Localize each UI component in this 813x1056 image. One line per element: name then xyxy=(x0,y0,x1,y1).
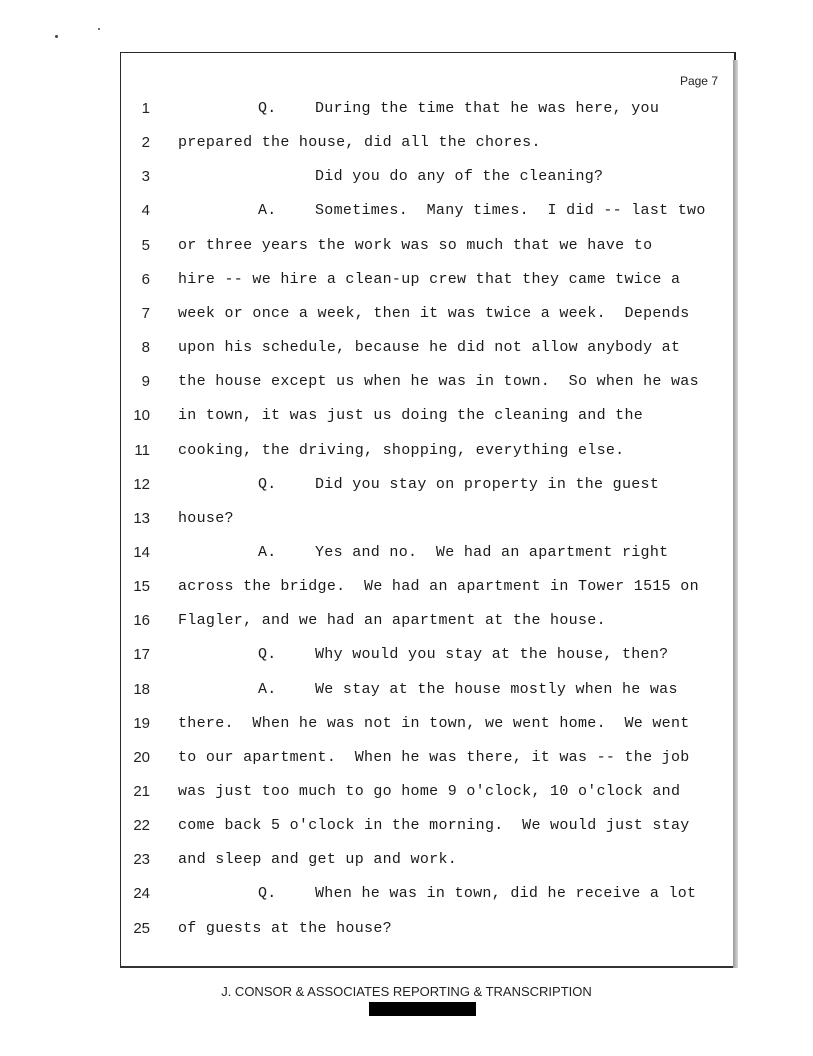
transcript-line xyxy=(0,848,813,872)
line-text: across the bridge. We had an apartment in Tower 1515 on xyxy=(178,578,699,596)
transcript-line xyxy=(0,473,813,497)
footer-firm-name: J. CONSOR & ASSOCIATES REPORTING & TRANSCRIPTION xyxy=(221,984,592,999)
line-number: 4 xyxy=(141,202,150,220)
transcript-line xyxy=(0,917,813,941)
line-text xyxy=(258,678,678,702)
speaker-label: Q. xyxy=(258,885,277,903)
line-number: 15 xyxy=(133,578,150,596)
line-text: or three years the work was so much that we have to xyxy=(178,236,653,254)
line-text xyxy=(258,473,659,497)
scan-speck xyxy=(98,28,100,30)
line-number: 2 xyxy=(141,134,150,152)
transcript-line xyxy=(0,302,813,326)
line-number: 1 xyxy=(141,100,150,117)
speaker-label: Q. xyxy=(258,475,277,493)
line-text: week or once a week, then it was twice a week. Depends xyxy=(178,304,690,322)
transcript-line xyxy=(0,439,813,463)
line-number: 9 xyxy=(141,373,150,391)
line-number: 24 xyxy=(133,885,150,903)
transcript-line xyxy=(0,780,813,804)
line-number: 20 xyxy=(133,748,150,766)
line-number: 19 xyxy=(133,714,150,732)
line-number: 5 xyxy=(141,236,150,254)
transcript-line xyxy=(0,234,813,258)
line-text: was just too much to go home 9 o'clock, 10 o'clock and xyxy=(178,783,681,800)
line-text: and sleep and get up and work. xyxy=(178,851,458,869)
scan-speck xyxy=(55,35,58,38)
transcript-line xyxy=(0,575,813,599)
line-text: the house except us when he was in town. So when he was xyxy=(178,373,699,391)
transcript-line xyxy=(0,268,813,292)
line-number: 21 xyxy=(133,783,150,800)
line-text: house? xyxy=(178,509,234,527)
line-text: in town, it was just us doing the cleaning and the xyxy=(178,407,644,425)
transcript-line xyxy=(0,336,813,360)
line-text: Did you do any of the cleaning? xyxy=(315,168,604,186)
line-text: prepared the house, did all the chores. xyxy=(178,134,541,152)
line-text: hire -- we hire a clean-up crew that they came twice a xyxy=(178,270,681,288)
line-number: 17 xyxy=(133,646,150,664)
speaker-label: Q. xyxy=(258,646,277,664)
line-text xyxy=(258,541,668,565)
line-text xyxy=(258,97,659,121)
testimony-text: We stay at the house mostly when he was xyxy=(315,680,678,698)
speaker-label: A. xyxy=(258,680,277,698)
transcript-line xyxy=(0,97,813,121)
line-number: 7 xyxy=(141,304,150,322)
speaker-label: A. xyxy=(258,202,277,220)
line-text: to our apartment. When he was there, it was -- the job xyxy=(178,748,690,766)
line-number: 22 xyxy=(133,817,150,835)
page-number: Page 7 xyxy=(679,74,718,88)
line-number: 18 xyxy=(133,680,150,698)
line-text xyxy=(258,199,706,223)
transcript-line xyxy=(0,165,813,189)
line-number: 16 xyxy=(133,612,150,630)
line-text: upon his schedule, because he did not allow anybody at xyxy=(178,339,681,357)
line-number: 13 xyxy=(133,509,150,527)
line-number: 8 xyxy=(141,339,150,357)
line-number: 6 xyxy=(141,270,150,288)
transcript-line xyxy=(0,609,813,633)
line-text xyxy=(258,643,668,667)
line-number: 23 xyxy=(133,851,150,869)
transcript-line xyxy=(0,404,813,428)
transcript-line xyxy=(0,678,813,702)
line-text xyxy=(258,882,696,906)
testimony-text: During the time that he was here, you xyxy=(315,100,660,117)
testimony-text: Why would you stay at the house, then? xyxy=(315,646,669,664)
testimony-text: Sometimes. Many times. I did -- last two xyxy=(315,202,706,220)
line-text: of guests at the house? xyxy=(178,919,392,937)
testimony-text: Did you stay on property in the guest xyxy=(315,475,660,493)
testimony-text: When he was in town, did he receive a lot xyxy=(315,885,697,903)
line-number: 11 xyxy=(134,441,150,459)
line-text: there. When he was not in town, we went home. We went xyxy=(178,714,690,732)
line-text: come back 5 o'clock in the morning. We would just stay xyxy=(178,817,690,835)
line-number: 10 xyxy=(133,407,150,425)
transcript-line xyxy=(0,746,813,770)
redaction-bar xyxy=(369,1002,476,1016)
transcript-line xyxy=(0,370,813,394)
line-text: cooking, the driving, shopping, everything else. xyxy=(178,441,625,459)
transcript-line xyxy=(0,507,813,531)
transcript-line xyxy=(0,643,813,667)
line-number: 25 xyxy=(133,919,150,937)
transcript-line xyxy=(0,882,813,906)
transcript-line xyxy=(0,712,813,736)
transcript-line xyxy=(0,814,813,838)
line-number: 14 xyxy=(133,543,150,561)
speaker-label: Q. xyxy=(258,100,277,117)
line-number: 12 xyxy=(133,475,150,493)
testimony-text: Yes and no. We had an apartment right xyxy=(315,543,669,561)
transcript-line xyxy=(0,199,813,223)
transcript-line xyxy=(0,541,813,565)
line-number: 3 xyxy=(141,168,150,186)
speaker-label: A. xyxy=(258,543,277,561)
transcript-line xyxy=(0,131,813,155)
line-text: Flagler, and we had an apartment at the house. xyxy=(178,612,606,630)
